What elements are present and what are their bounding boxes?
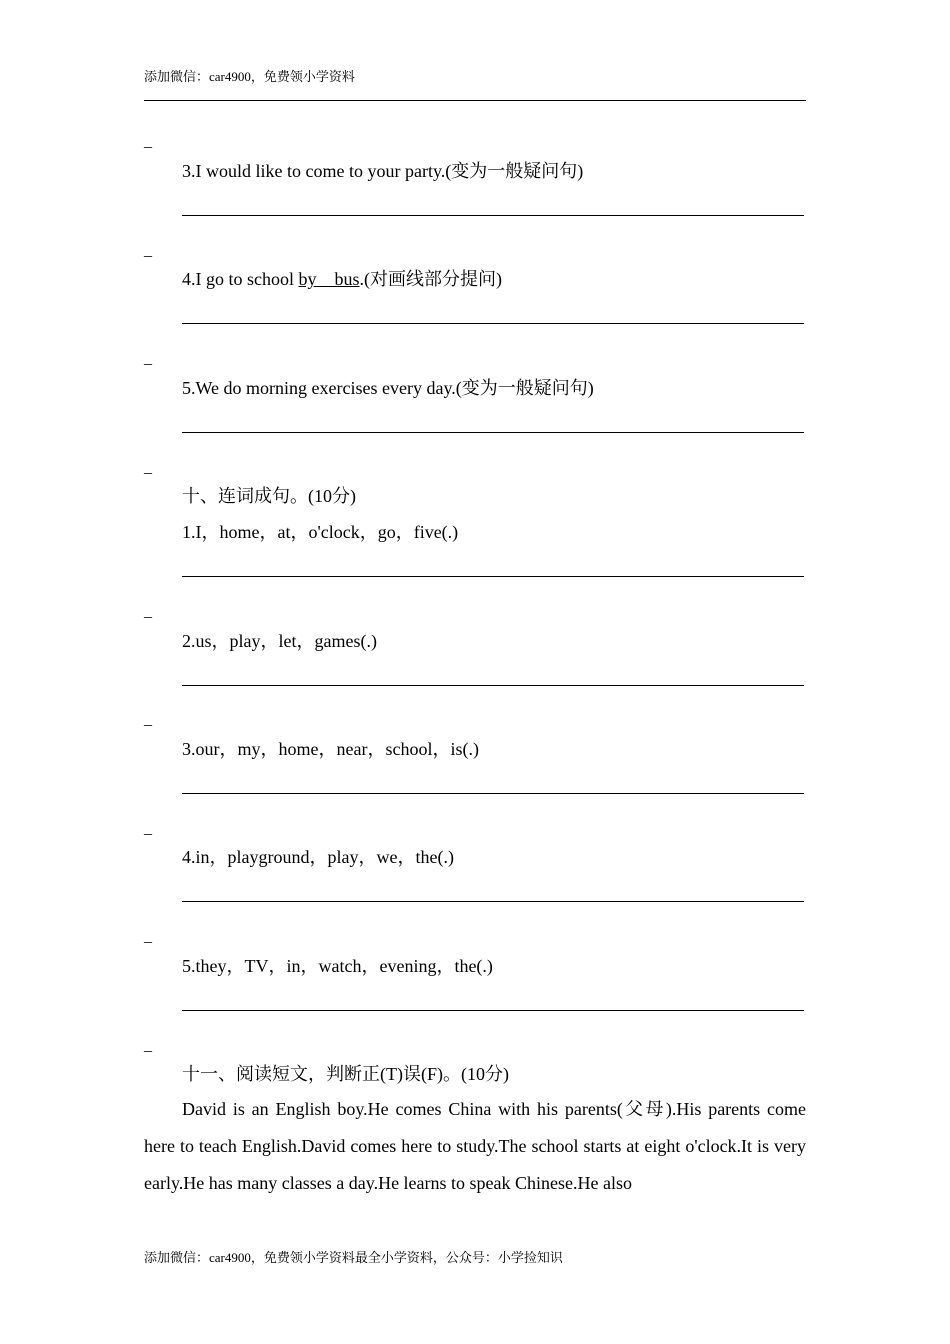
header-divider: [144, 100, 806, 101]
dash-mark: _: [144, 459, 152, 476]
page-footer: 添加微信：car4900，免费领小学资料最全小学资料，公众号：小学捡知识: [144, 1250, 563, 1265]
reading-passage: David is an English boy.He comes China with his parents(父母).His parents come here to teach English.David comes here to study.The school starts at eight o'clock.It is very early.He has many classes a day.He learns to speak Chinese.He also: [144, 1099, 806, 1193]
dash-mark: _: [144, 242, 152, 259]
answer-line: [182, 685, 804, 686]
answer-line: [182, 215, 804, 216]
question-10-2: 2.us，play，let，games(.): [182, 631, 377, 651]
dash-mark: _: [144, 350, 152, 367]
question-10-3: 3.our，my，home，near，school，is(.): [182, 739, 479, 759]
answer-line: [182, 901, 804, 902]
dash-mark: _: [144, 820, 152, 837]
question-10-5: 5.they，TV，in，watch，evening，the(.): [182, 956, 493, 976]
answer-line: [182, 793, 804, 794]
answer-line: [182, 1010, 804, 1011]
question-9-5: 5.We do morning exercises every day.(变为一般疑问句): [182, 378, 594, 398]
question-9-3: 3.I would like to come to your party.(变为一般疑问句): [182, 161, 584, 181]
question-10-1: 1.I，home，at，o'clock，go，five(.): [182, 522, 459, 542]
page-header: 添加微信：car4900，免费领小学资料: [144, 69, 355, 84]
question-instruction: .(对画线部分提问): [359, 269, 503, 289]
answer-line: [182, 323, 804, 324]
section-11-title: 十一、阅读短文，判断正(T)误(F)。(10分): [182, 1064, 509, 1084]
dash-mark: _: [144, 711, 152, 728]
answer-line: [182, 576, 804, 577]
question-10-4: 4.in，playground，play，we，the(.): [182, 847, 454, 867]
dash-mark: _: [144, 133, 152, 150]
question-text: 4.I go to school: [182, 269, 299, 289]
dash-mark: _: [144, 928, 152, 945]
answer-line: [182, 432, 804, 433]
dash-mark: _: [144, 603, 152, 620]
dash-mark: _: [144, 1037, 152, 1054]
underlined-phrase: by bus: [298, 269, 360, 289]
question-9-4: [182, 268, 502, 290]
section-10-title: 十、连词成句。(10分): [182, 486, 356, 506]
